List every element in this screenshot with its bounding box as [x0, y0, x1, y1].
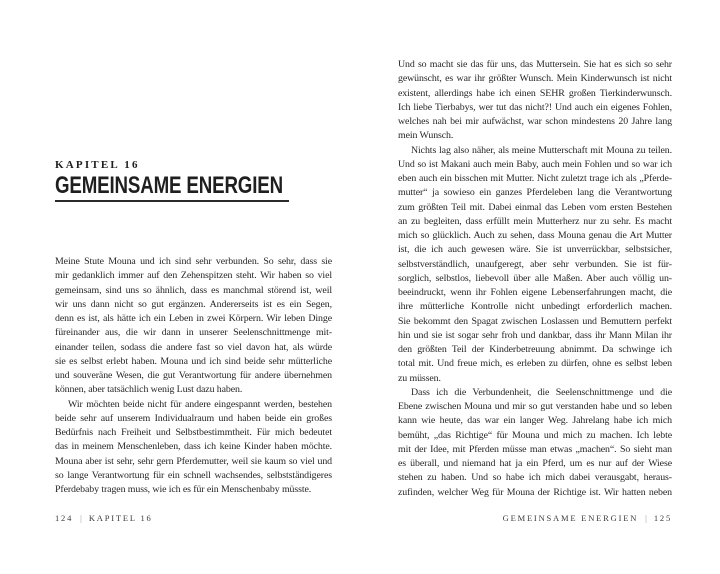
text-line: welches nah bei mir aufwächst, war schon mindestens 20 Jahre lang: [398, 116, 672, 127]
text-line: beeindruckt, wenn ihr Fohlen eigene Lebenserfahrungen macht, die: [398, 287, 672, 298]
page-number: 124: [55, 513, 74, 523]
text-line: kann wie heute, das war ein langer Weg. Jahrelang habe ich mich: [398, 415, 672, 427]
text-line: einander teilen, sodass die andere fast so viel davon hat, als würde: [55, 341, 332, 353]
footer-separator: |: [80, 513, 82, 523]
left-footer: [55, 513, 153, 523]
right-page-text: [398, 58, 672, 500]
text-line: Meine Stute Mouna und ich sind sehr verbunden. So sehr, dass sie: [55, 256, 332, 267]
text-line: ist, die ich auch gewesen wäre. Sie ist unverrückbar, selbstsicher,: [398, 244, 672, 256]
text-line: Bedürfnis nach Freiheit und Selbstbestimmtheit. Für mich bedeutet: [55, 427, 332, 438]
text-line: gemeinsam, sind uns so ähnlich, dass es manchmal störend ist, weil: [55, 284, 332, 296]
text-line: sie es selbst erlebt haben. Mouna und ich sind beide sehr mütterliche: [55, 355, 332, 367]
text-line: und souveräne Wesen, die gut Verantwortung für andere übernehmen: [55, 370, 332, 381]
text-line: mutter“ ja sowieso ein ganzes Pferdeleben lang die Verantwortung: [398, 187, 672, 199]
text-line: zum größten Teil mit. Dabei einmal das Leben vom ersten Bestehen: [398, 201, 672, 213]
text-line: Pferdebaby tragen muss, wie ich es für ein Menschenbaby müsste.: [55, 484, 312, 495]
text-line: Ich liebe Tierbabys, wer tut das nicht?! Und auch ein eigenes Fohlen,: [398, 101, 672, 113]
text-line: an zu begleiten, dass erfüllt mein Mutterherz nur zu sehr. Es macht: [398, 215, 672, 227]
text-line: ihre mütterliche Kontrolle nicht unbedingt erforderlich machen.: [398, 301, 672, 313]
text-line: das in meinem Menschenleben, dass ich keine Kinder haben möchte.: [55, 441, 332, 453]
text-line: wir uns dann nicht so gut ergänzen. Andererseits ist es ein Segen,: [55, 298, 332, 310]
text-line: so lange Verantwortung für ein schnell wachsendes, selbstständigeres: [55, 469, 332, 481]
chapter-title-rule: [55, 200, 289, 202]
text-line: es überall, und niemand hat ja ein Pferd, um es nur auf der Wiese: [398, 458, 672, 469]
chapter-number-label: KAPITEL 16: [55, 159, 140, 171]
text-line: Mouna aber ist sehr, sehr gern Pferdemutter, weil sie kaum so viel und: [55, 455, 332, 467]
text-line: Dass ich die Verbundenheit, die Seelenschnittmenge und die: [411, 386, 672, 398]
text-line: Und so macht sie das für uns, das Muttersein. Sie hat es sich so sehr: [398, 59, 672, 70]
text-line: selbstverständlich, unaufgeregt, aber sehr verbunden. Sie ist für-: [398, 258, 672, 270]
text-line: hin und sie ist sogar sehr froh und dankbar, dass ihr Mann Milan ihr: [398, 329, 672, 341]
footer-separator: |: [645, 513, 647, 523]
text-line: Sie bekommt den Spagat zwischen Loslassen und Bemuttern perfekt: [398, 315, 672, 327]
text-line: Nichts lag also näher, als meine Mutterschaft mit Mouna zu teilen.: [411, 144, 672, 156]
running-chapter-label: KAPITEL 16: [88, 513, 153, 523]
text-line: gewünscht, es war ihr größter Wunsch. Mein Kinderwunsch ist nicht: [398, 73, 672, 85]
text-line: zufinden, welcher Weg für Mouna der Richtige ist. Wir hatten neben: [398, 486, 672, 498]
text-line: bemüht, „das Richtige“ für Mouna und mich zu machen. Ich lebte: [398, 429, 672, 441]
text-line: füreinander aus, die wir dann in unserer Seelenschnittmenge mit-: [55, 327, 332, 339]
text-line: Und so ist Makani auch mein Baby, auch mein Fohlen und so war ich: [398, 158, 672, 170]
text-line: existent, allerdings habe ich einen SEHR großen Tierkinderwunsch.: [398, 87, 672, 99]
text-line: beide sehr auf unserem Individualraum und haben beide ein großes: [55, 412, 332, 424]
right-footer: [398, 513, 672, 523]
text-line: Ebene zwischen Mouna und mir so gut verstanden habe und so leben: [398, 401, 672, 412]
text-line: mich so glücklich. Auch zu sehen, dass Mouna genau die Art Mutter: [398, 230, 672, 241]
text-line: Wir möchten beide nicht für andere eingespannt werden, bestehen: [68, 398, 332, 410]
text-line: mit der Idee, mit Pferden müsse man etwas „machen“. So sieht man: [398, 443, 672, 455]
page-number: 125: [653, 513, 672, 523]
chapter-head: [55, 159, 335, 198]
chapter-title: GEMEINSAME ENERGIEN: [55, 172, 283, 199]
left-page-text: [55, 255, 332, 497]
text-line: sorglich, selbstlos, liebevoll über alle Maßen. Aber auch völlig un-: [398, 272, 672, 284]
text-line: können, aber tatsächlich wenig Lust dazu haben.: [55, 384, 243, 396]
text-line: denn es ist, als hätte ich ein Leben in zwei Körpern. Wir leben Dinge: [55, 313, 332, 324]
running-chapter-label: GEMEINSAME ENERGIEN: [502, 513, 639, 523]
text-line: eben auch ein bisschen mit Mutter. Nicht zuletzt trage ich als „Pferde-: [398, 173, 672, 184]
text-line: den größten Teil der Kinderbetreuung abnimmt. Da schwinge ich: [398, 344, 672, 355]
text-line: mein Wunsch.: [398, 130, 454, 142]
text-line: zu müssen.: [398, 372, 441, 384]
text-line: total mit. Und freue mich, es erleben zu dürfen, ohne es selbst leben: [398, 358, 672, 370]
text-line: stehen zu haben. Und so habe ich mich dabei verausgabt, heraus-: [398, 472, 672, 484]
text-line: mir gedanklich immer auf den Zehenspitzen steht. Wir haben so viel: [55, 270, 332, 282]
